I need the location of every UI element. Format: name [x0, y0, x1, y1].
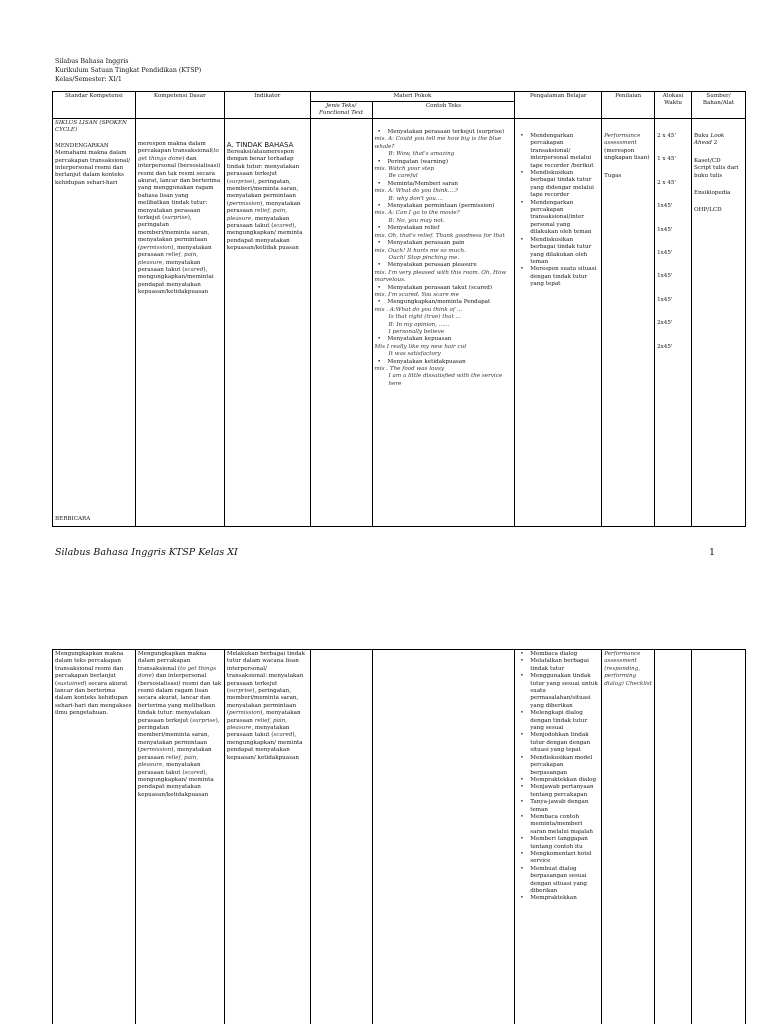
- pengalaman-item: • Membuat dialog berpasangan sesuai dengan situasi yang diberikan: [517, 866, 599, 896]
- col-header-alokasi: Alokasi Waktu: [655, 92, 692, 119]
- cell-jenis-teks: [310, 119, 372, 527]
- contoh-line: mis. A: Could you tell me how big is the blue whale?: [374, 136, 502, 150]
- cell-sumber: [692, 119, 746, 527]
- kompetensi-text: ), peringatan memberi/meminta saran, menyatakan permintaan (: [137, 215, 210, 251]
- berbicara-label: BERBICARA: [55, 515, 91, 522]
- pengalaman-item: • Mempraktekkan dialog: [517, 777, 599, 784]
- col-header-pengalaman: Pengalaman Belajar: [515, 92, 602, 119]
- standar-text: Mengungkapkan makna dalam teks percakapan transaksional resmi dan percakapan berlanjut (: [55, 651, 124, 687]
- col-header-materi: Materi Pokok: [310, 92, 515, 102]
- pengalaman-item: • Melafalkan berbagai tindak tutur: [517, 658, 599, 673]
- cell-pengalaman: [515, 119, 602, 527]
- contoh-item: [375, 285, 513, 292]
- kompetensi-text: menyatakan perasaan takut (: [137, 259, 201, 273]
- standar-italic: sustained: [57, 680, 85, 687]
- contoh-line: mis. A: What do you think....?: [374, 188, 458, 195]
- footer-title: Silabus Bahasa Inggris KTSP Kelas XI: [55, 547, 238, 558]
- alokasi-item: 1 x 45': [657, 156, 677, 163]
- cell-standar-2: [53, 650, 136, 1024]
- contoh-item: [375, 181, 513, 188]
- cell-alokasi-2: [655, 650, 692, 1024]
- kompetensi-italic: scared: [184, 769, 204, 776]
- sumber-ensiklopedia: Ensiklopedia: [694, 190, 731, 197]
- contoh-line: Be careful: [388, 173, 418, 180]
- col-header-sumber: Sumber/ Bahan/Alat: [692, 92, 746, 119]
- pengalaman-item: • Merespon suatu situasi dengan tindak tutur yang tepat: [517, 266, 599, 288]
- sumber-script: Script tulis dari buku tulis: [694, 165, 739, 179]
- alokasi-item: 2 x 45': [657, 179, 677, 186]
- alokasi-item: 2x45': [657, 320, 673, 327]
- siklus-lisan-label: SIKLUS LISAN (SPOKEN CYCLE): [55, 120, 127, 134]
- contoh-item-title: • Peringatan (warning): [387, 158, 449, 165]
- pengalaman-list: [517, 133, 599, 289]
- header-line-2: Kurikulum Satuan Tingkat Pendidikan (KTSP): [55, 67, 202, 74]
- header-line-1: Silabus Bahasa Inggris: [55, 58, 129, 65]
- pengalaman-item: • Mendengarkan percakapan transaksional/ interpersonal melalui tape recorder /berikut: [517, 133, 599, 170]
- contoh-item: [375, 129, 513, 136]
- cell-kompetensi-2: [135, 650, 224, 1024]
- col-header-indikator: Indikator: [224, 92, 310, 119]
- pengalaman-item: • Mendengarkan percakapan transaksional/inter personal yang dilakukan oleh teman: [517, 200, 599, 237]
- cell-sumber-2: [692, 650, 746, 1024]
- kompetensi-italic: relief, pain, pleasure,: [137, 252, 199, 266]
- indikator-text: Bereaksi/ataumerespon dengan benar terhadap tindak tutur: menyatakan perasaan terkejut (: [226, 149, 300, 185]
- col-header-jenis-teks: Jenis Teks/ Functional Text: [310, 102, 372, 119]
- contoh-line: mis. Ouch! It hurts me so much.: [374, 247, 466, 254]
- cell-contoh-teks: [372, 119, 515, 527]
- contoh-item-title: • Menyatakan perasaan pain: [387, 240, 465, 247]
- indikator-text: ), peringatan, memberi/meminta saran, menyatakan permintaan (: [226, 688, 299, 717]
- alokasi-item: 1x45': [657, 226, 673, 233]
- indikator-italic: relief, pain, pleasure,: [226, 717, 288, 732]
- pengalaman-item: • Mendiskusikan model percakapan berpasangan: [517, 755, 599, 777]
- kompetensi-italic: to get things done: [137, 148, 219, 162]
- standar-text: Memahami makna dalam percakapan transaksional/ interpersonal resmi dan berlanjut dalam konteks kehidupan sehari-hari: [55, 150, 131, 186]
- kompetensi-text: ), mengungkapkan/ meminta pendapat menyatakan kepuasan/ketidakpuasan: [137, 769, 214, 798]
- indikator-text: ), peringatan, memberi/meminta saran, menyatakan permintaan (: [226, 178, 299, 207]
- syllabus-table-page-1: [52, 91, 746, 527]
- kompetensi-italic: surprise: [164, 215, 188, 222]
- pengalaman-item: • Menjawab pertanyaan tentang percakapan: [517, 784, 599, 799]
- cell-pengalaman-2: [515, 650, 602, 1024]
- contoh-line: B: In my opinion, ......: [388, 321, 450, 328]
- indikator-text: menyatakan perasaan takut (: [226, 215, 290, 230]
- alokasi-item: 1x45': [657, 296, 673, 303]
- alokasi-item: 2x45': [657, 343, 673, 350]
- sumber-kaset: Kaset/CD: [694, 157, 721, 164]
- cell-alokasi: [655, 119, 692, 527]
- contoh-line: mis. A: Can I go to the movie?: [374, 210, 460, 217]
- cell-contoh-teks-2: [372, 650, 515, 1024]
- indikator-italic: surprise: [228, 178, 253, 185]
- pengalaman-item: • Mempraktekkan: [517, 895, 599, 902]
- cell-indikator-2: [224, 650, 310, 1024]
- indikator-title: A. TINDAK BAHASA: [226, 141, 294, 149]
- pengalaman-item: • Melengkapi dialog dengan tindak tutur yang sesuai: [517, 710, 599, 732]
- document-header: [55, 57, 201, 84]
- kompetensi-text: merespon makna dalam percakapan transaksional(: [137, 141, 214, 155]
- indikator-italic: permission: [228, 200, 261, 207]
- contoh-line: It was satisfactory: [388, 351, 441, 358]
- contoh-line: mis. Oh, that's relief. Thank goodness for that: [374, 232, 505, 239]
- kompetensi-text: ), menyatakan perasaan: [137, 747, 212, 761]
- sumber-buku-num: 2: [711, 140, 718, 147]
- alokasi-item: 2 x 45': [657, 133, 677, 139]
- indikator-italic: relief, pain, pleasure,: [226, 208, 288, 222]
- kompetensi-text: Mengungkapkan makna dalam percakapan transaksional (: [137, 651, 207, 672]
- contoh-item: [375, 159, 513, 166]
- col-header-kompetensi: Kompetensi Dasar: [135, 92, 224, 119]
- pengalaman-item: • Mendiskusikan berbagai tindak tutur yang dilakukan oleh teman: [517, 237, 599, 267]
- kompetensi-italic: to get things done: [137, 665, 217, 680]
- cell-penilaian-2: [602, 650, 655, 1024]
- kompetensi-italic: scared: [184, 266, 204, 273]
- mendengarkan-label: MENDENGARKAN: [55, 142, 109, 149]
- kompetensi-text: ) dan interpersonal (bersosialisasi) resmi dan tak resmi secara akurat, lancar dan berterima yang menggunakan ragam bahasa lisan yang melibatkan tindak tutur: menyatakan perasaan terkejut (: [137, 155, 221, 222]
- sumber-ohp: OHP/LCD: [694, 207, 722, 214]
- contoh-line: mis . A:What do you think of ...: [374, 306, 463, 313]
- cell-penilaian: [602, 119, 655, 527]
- contoh-line: Is that right (true) that ...: [388, 314, 461, 321]
- indikator-italic: permission: [229, 710, 261, 717]
- contoh-item-title: • Menyatakan relief: [387, 225, 440, 232]
- contoh-teks-list: [375, 129, 513, 388]
- pengalaman-item: • Membaca contoh meminta/memberi saran melalui majalah: [517, 814, 599, 836]
- contoh-line: I personally believe: [388, 328, 445, 335]
- kompetensi-italic: relief, pain, pleasure,: [137, 754, 199, 769]
- contoh-line: Ouch! Stop pinching me.: [388, 254, 460, 261]
- contoh-line: mis . The food was lousy: [374, 366, 444, 372]
- alokasi-item: 1x45': [657, 273, 673, 280]
- indikator-text: Melakukan berbagai tindak tutur dalam wacana lisan interpersonal/ transaksional: menyatakan perasaan terkejut (: [226, 651, 306, 695]
- cell-jenis-teks-2: [310, 650, 372, 1024]
- indikator-italic: scared: [273, 732, 293, 739]
- contoh-line: B: No, you may not.: [388, 217, 445, 224]
- contoh-item: [375, 359, 513, 366]
- contoh-item-title: • Meminta/Memberi saran: [387, 180, 459, 187]
- contoh-line: B: Wow, that's amazing: [388, 151, 455, 158]
- contoh-item: [375, 203, 513, 210]
- sumber-buku-title: Look Ahead: [694, 133, 725, 147]
- cell-indikator: [224, 119, 310, 527]
- contoh-line: B: why don't you....: [388, 195, 444, 202]
- contoh-line: mis. I'm scared. You scare me: [374, 291, 460, 298]
- contoh-line: Mis I really like my new hair cut: [374, 343, 467, 350]
- contoh-item-title: • Menyatakan perasaan takut (scared): [387, 284, 493, 291]
- kompetensi-text: ) dan interpersonal (bersosialisasi) resmi dan tak resmi dalam ragam lisan secara akurat, lancar dan berterima yang melibatkan tindak tutur: menyatakan perasaan terkejut (: [137, 673, 222, 724]
- contoh-item-title: • Menyatakan ketidakpuasan: [387, 358, 466, 365]
- contoh-item-title: • Menyatakan permintaan (permission): [387, 203, 495, 210]
- indikator-italic: surprise: [229, 688, 253, 695]
- kompetensi-italic: surprise: [192, 717, 216, 724]
- kompetensi-text: menyatakan perasaan takut (: [137, 762, 201, 776]
- contoh-item: [375, 299, 513, 306]
- contoh-line: mis. Watch your step: [374, 166, 435, 173]
- standar-text: ) secara akurat lancar dan berterima dalam konteks kehidupan sehari-hari dan mengakses ilmu pengetahuan.: [55, 680, 132, 717]
- pengalaman-item: • Membaca dialog: [517, 651, 599, 658]
- contoh-item-title: • Menyatakan perasaan pleasure: [387, 262, 477, 269]
- kompetensi-text: ), mengungkapkan/memintai pendapat menyatakan kepuasan/ketidakpuasan: [137, 266, 214, 296]
- pengalaman-item: • Memberi tanggapan tentang contoh itu: [517, 836, 599, 851]
- syllabus-table-page-2: [52, 649, 746, 1024]
- indikator-text: ), menyatakan perasaan: [226, 710, 301, 724]
- col-header-penilaian: Penilaian: [602, 92, 655, 119]
- pengalaman-item: • Mengkomentari hotel service: [517, 851, 599, 866]
- pengalaman-item: • Menjodohkan tindak tutur dengan dengan situasi yang tepat: [517, 732, 599, 754]
- pengalaman-item: • Mendiskusikan berbagai tindak tutur yang didengar melalui tape recorder: [517, 170, 599, 200]
- penilaian-performance: Performance assessment: [604, 133, 641, 147]
- kompetensi-text: ), menyatakan perasaan: [137, 244, 212, 259]
- indikator-italic: scared: [273, 223, 293, 230]
- col-header-standar: Standar Kompetensi: [53, 92, 136, 119]
- page-footer: [55, 547, 715, 558]
- contoh-line: mis. I'm very pleased with this room. Oh, How marvelous.: [374, 269, 507, 284]
- contoh-item: [375, 240, 513, 247]
- sumber-buku: [694, 133, 743, 148]
- indikator-text: ), menyatakan perasaan: [226, 200, 301, 215]
- contoh-item-title: • Mengungkapkan/meminta Pendapat: [387, 299, 491, 306]
- kompetensi-italic: permission: [140, 244, 172, 251]
- pengalaman-item: • Menggunakan tindak tutur yang sesuai untuk suatu permasalahan/situasi yang diberikan: [517, 673, 599, 710]
- contoh-line: I am a little dissatisfied with the service here: [388, 373, 503, 387]
- sumber-buku-label: Buku: [694, 133, 711, 139]
- indikator-text: ), mengungkapkan/ meminta pendapat menyatakan kepuasan/ketidak puasan: [226, 223, 303, 252]
- penilaian-performance-2: Performance assessment (responding, performing dialog) Checklist: [604, 651, 653, 687]
- pengalaman-list-2: [517, 651, 599, 903]
- indikator-text: ), mengungkapkan/ meminta pendapat menyatakan kepuasan/ ketidakpuasan: [226, 732, 303, 761]
- contoh-item: [375, 336, 513, 343]
- alokasi-item: 1x45': [657, 203, 673, 210]
- kompetensi-italic: permission: [140, 747, 172, 754]
- cell-kompetensi: [135, 119, 224, 527]
- cell-standar: [53, 119, 136, 527]
- contoh-item-title: • Menyatakan kepuasan: [387, 336, 452, 343]
- contoh-item: [375, 225, 513, 232]
- header-line-3: Kelas/Semester: XI/1: [55, 76, 122, 83]
- kompetensi-text: ), peringatan memberi/meminta saran, menyatakan permintaan (: [137, 717, 220, 754]
- indikator-text: menyatakan perasaan takut (: [226, 725, 290, 739]
- penilaian-tugas: Tugas: [604, 172, 622, 179]
- penilaian-note: (merespon ungkapan lisan): [604, 147, 650, 162]
- pengalaman-item: • Tanya-jawab dengan teman: [517, 799, 599, 814]
- page-number: 1: [708, 547, 715, 558]
- col-header-contoh-teks: Contoh Teks: [372, 102, 515, 119]
- alokasi-item: 1x45': [657, 250, 673, 257]
- contoh-item: [375, 262, 513, 269]
- contoh-item-title: • Menyatakan perasaan terkejut (surprise): [387, 129, 505, 135]
